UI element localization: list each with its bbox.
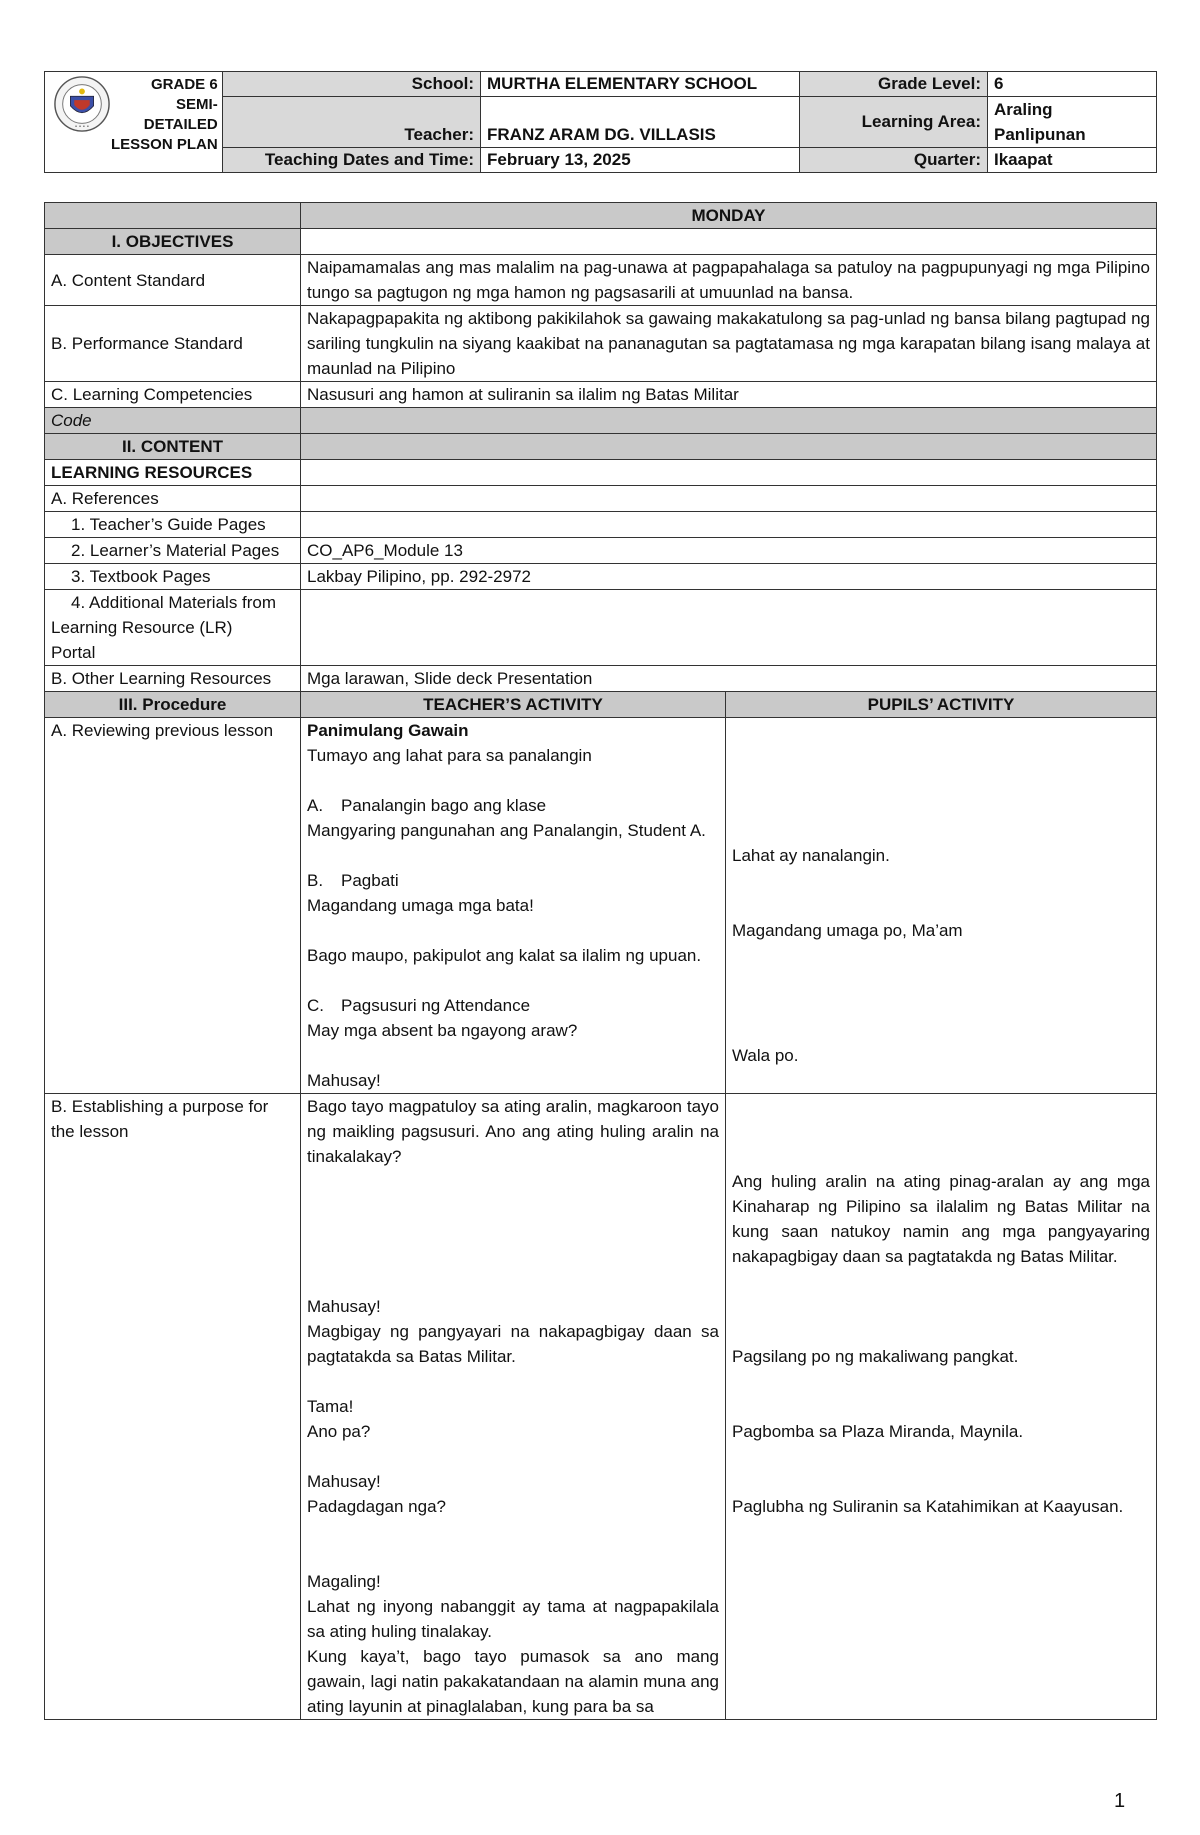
content-standard-label: A. Content Standard — [45, 255, 301, 306]
review-line: May mga absent ba ngayong araw? — [307, 1021, 578, 1040]
additional-label-line: Learning Resource (LR) — [51, 618, 233, 637]
review-line: Bago maupo, pakipulot ang kalat sa ilalim ng upuan. — [307, 946, 702, 965]
procedure-heading: III. Procedure — [45, 692, 301, 718]
content-heading: II. CONTENT — [45, 434, 301, 460]
additional-value — [301, 590, 1157, 666]
review-line: Magandang umaga mga bata! — [307, 896, 534, 915]
lesson-plan-title — [111, 75, 218, 155]
deped-seal-icon — [53, 75, 111, 133]
school-label: School: — [223, 72, 481, 97]
teacher-activity-heading: TEACHER’S ACTIVITY — [301, 692, 726, 718]
teacher-line: Lahat ng inyong nabanggit ay tama at nagpapakilala sa ating huling tinalakay. — [307, 1597, 719, 1641]
references-label: A. References — [45, 486, 301, 512]
learning-area-line: Araling — [994, 100, 1053, 119]
purpose-label: B. Establishing a purpose for the lesson — [45, 1094, 301, 1720]
code-value — [301, 408, 1157, 434]
grade-line: LESSON PLAN — [111, 136, 218, 153]
teacher-line: Mahusay! — [307, 1472, 381, 1491]
quarter-value: Ikaapat — [988, 148, 1157, 173]
day-heading: MONDAY — [301, 203, 1157, 229]
teacher-value: FRANZ ARAM DG. VILLASIS — [481, 97, 800, 148]
teacher-line: Magaling! — [307, 1572, 381, 1591]
objectives-blank — [301, 229, 1157, 255]
content-standard: Naipamamalas ang mas malalim na pag-unawa at pagpapahalaga sa patuloy na pagpupunyagi ng mga Pilipino tungo sa pagtugon ng mga hamon ng pagsasarili at umuunlad na bansa. — [301, 255, 1157, 306]
lm-value: CO_AP6_Module 13 — [301, 538, 1157, 564]
code-label: Code — [45, 408, 301, 434]
teacher-label: Teacher: — [223, 97, 481, 148]
tg-value — [301, 512, 1157, 538]
teacher-line: Mahusay! — [307, 1297, 381, 1316]
references-blank — [301, 486, 1157, 512]
grade-line: SEMI- — [176, 96, 218, 113]
pupil-response: Lahat ay nanalangin. — [732, 846, 890, 865]
tg-label: 1. Teacher’s Guide Pages — [45, 512, 301, 538]
quarter-label: Quarter: — [800, 148, 988, 173]
grade-level-label: Grade Level: — [800, 72, 988, 97]
learning-area-value — [988, 97, 1157, 148]
review-title: Panimulang Gawain — [307, 721, 469, 740]
lm-label: 2. Learner’s Material Pages — [45, 538, 301, 564]
dates-label: Teaching Dates and Time: — [223, 148, 481, 173]
grade-line: GRADE 6 — [151, 76, 218, 93]
learning-area-line: Panlipunan — [994, 125, 1086, 144]
review-item-a: A. Panalangin bago ang klase — [307, 796, 547, 815]
competencies: Nasusuri ang hamon at suliranin sa ilalim ng Batas Militar — [301, 382, 1157, 408]
review-line: Mangyaring pangunahan ang Panalangin, Student A. — [307, 821, 706, 840]
corner-cell — [45, 203, 301, 229]
pupil-response: Pagbomba sa Plaza Miranda, Maynila. — [732, 1422, 1024, 1441]
resources-heading: LEARNING RESOURCES — [45, 460, 301, 486]
teacher-line: Padagdagan nga? — [307, 1497, 446, 1516]
teacher-line: Ano pa? — [307, 1422, 371, 1441]
pupil-response: Paglubha ng Suliranin sa Katahimikan at Kaayusan. — [732, 1497, 1124, 1516]
review-item-c: C. Pagsusuri ng Attendance — [307, 996, 531, 1015]
review-teacher-activity — [301, 718, 726, 1094]
teacher-line: Bago tayo magpatuloy sa ating aralin, magkaroon tayo ng maikling pagsusuri. Ano ang ating huling aralin na tinakalakay? — [307, 1097, 719, 1166]
review-line: Mahusay! — [307, 1071, 381, 1090]
content-blank — [301, 434, 1157, 460]
grade-level-value: 6 — [988, 72, 1157, 97]
header-table — [44, 71, 1157, 173]
page-number: 1 — [1114, 1790, 1126, 1812]
competencies-label: C. Learning Competencies — [45, 382, 301, 408]
pupil-response: Magandang umaga po, Ma’am — [732, 921, 963, 940]
learning-area-label: Learning Area: — [800, 97, 988, 148]
performance-standard: Nakapagpapakita ng aktibong pakikilahok sa gawaing makakatulong sa pag-unlad ng bansa bilang pagtupad ng sariling tungkulin na siyang kaakibat na pananagutan sa pagtatamasa ng mga karapatan bilang isang malaya at maunlad na Pilipino — [301, 306, 1157, 382]
grade-line: DETAILED — [143, 116, 218, 133]
teacher-line: Kung kaya’t, bago tayo pumasok sa ano mang gawain, lagi natin pakakatandaan na alamin muna ang ating layunin at pinaglalaban, kung para ba sa — [307, 1647, 719, 1716]
textbook-value: Lakbay Pilipino, pp. 292-2972 — [301, 564, 1157, 590]
school-value: MURTHA ELEMENTARY SCHOOL — [481, 72, 800, 97]
additional-label-line: 4. Additional Materials from — [71, 593, 277, 612]
pupils-activity-heading: PUPILS’ ACTIVITY — [726, 692, 1157, 718]
pupil-response: Pagsilang po ng makaliwang pangkat. — [732, 1347, 1019, 1366]
performance-standard-label: B. Performance Standard — [45, 306, 301, 382]
textbook-label: 3. Textbook Pages — [45, 564, 301, 590]
pupil-response: Wala po. — [732, 1046, 799, 1065]
purpose-teacher-activity — [301, 1094, 726, 1720]
logo-cell — [45, 72, 223, 173]
additional-label — [45, 590, 301, 666]
objectives-heading: I. OBJECTIVES — [45, 229, 301, 255]
review-line: Tumayo ang lahat para sa panalangin — [307, 746, 592, 765]
dates-value: February 13, 2025 — [481, 148, 800, 173]
additional-label-line: Portal — [51, 643, 96, 662]
teacher-line: Tama! — [307, 1397, 354, 1416]
review-label: A. Reviewing previous lesson — [45, 718, 301, 1094]
pupil-response: Ang huling aralin na ating pinag-aralan ay ang mga Kinaharap ng Pilipino sa ilalalim ng Batas Militar na kung saan natukoy namin ang mga pangyayaring nakapagbigay daan sa pagtatakda ng Batas Militar. — [732, 1172, 1150, 1266]
other-value: Mga larawan, Slide deck Presentation — [301, 666, 1157, 692]
purpose-pupils-activity — [726, 1094, 1157, 1720]
lesson-plan-table — [44, 202, 1157, 1720]
resources-blank — [301, 460, 1157, 486]
review-item-b: B. Pagbati — [307, 871, 399, 890]
review-pupils-activity — [726, 718, 1157, 1094]
other-label: B. Other Learning Resources — [45, 666, 301, 692]
teacher-line: Magbigay ng pangyayari na nakapagbigay daan sa pagtatakda sa Batas Militar. — [307, 1322, 719, 1366]
svg-text:• • • •: • • • • — [74, 125, 90, 131]
